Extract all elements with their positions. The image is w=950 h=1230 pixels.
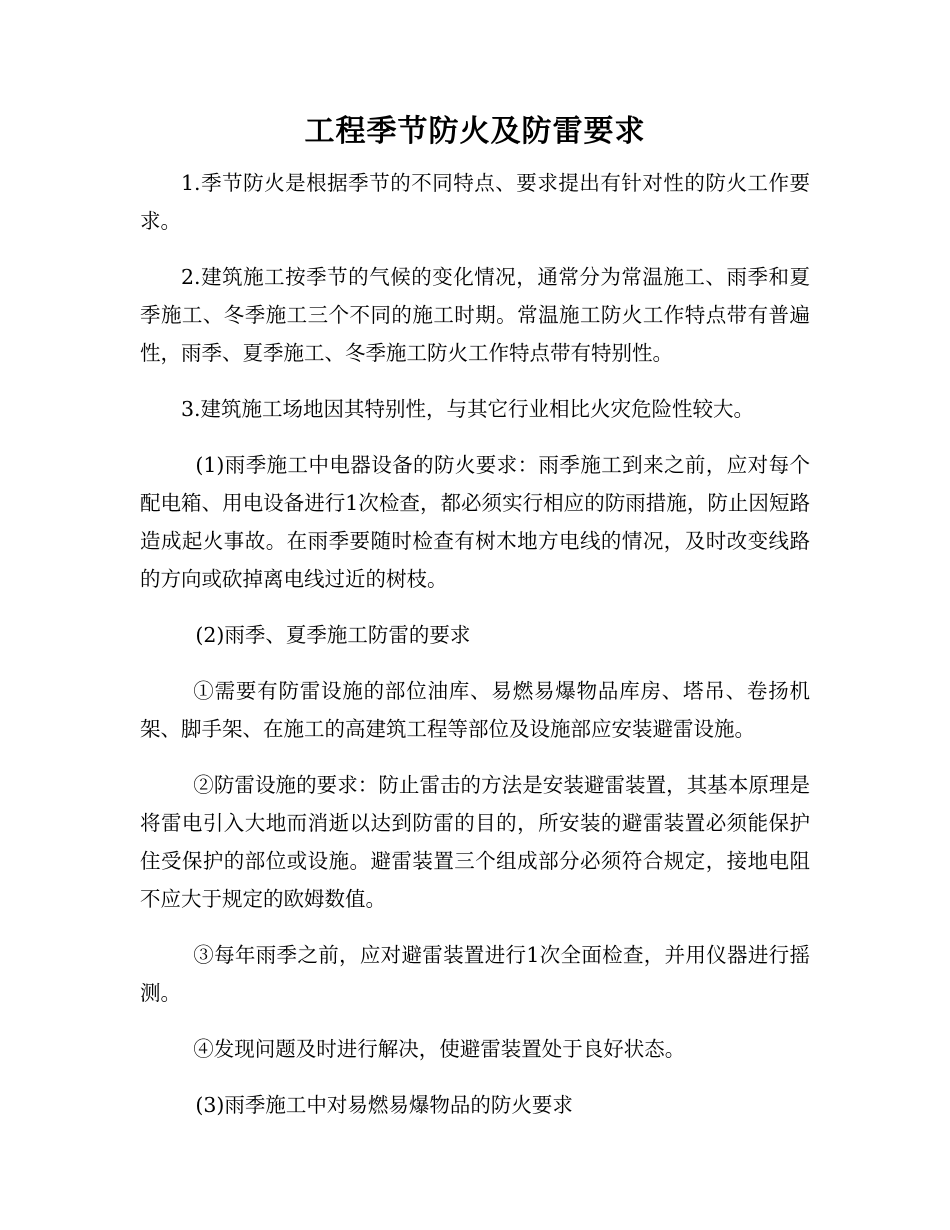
paragraph-10: (3)雨季施工中对易燃易爆物品的防火要求: [195, 1093, 573, 1117]
paragraph-6: ①需要有防雷设施的部位油库、易燃易爆物品库房、塔吊、卷扬机架、脚手架、在施工的高建筑工程等部位及设施部应安装避雷设施。: [140, 679, 810, 741]
paragraph-4: (1)雨季施工中电器设备的防火要求：雨季施工到来之前，应对每个配电箱、用电设备进行1次检查，都必须实行相应的防雨措施，防止因短路造成起火事故。在雨季要随时检查有树木地方电线的情况，及时改变线路的方向或砍掉离电线过近的树枝。: [140, 453, 810, 591]
paragraph-2: 2.建筑施工按季节的气候的变化情况，通常分为常温施工、雨季和夏季施工、冬季施工三个不同的施工时期。常温施工防火工作特点带有普遍性，雨季、夏季施工、冬季施工防火工作特点带有特别性。: [140, 265, 810, 365]
paragraph-9: ④发现问题及时进行解决，使避雷装置处于良好状态。: [193, 1037, 686, 1061]
document-body: [140, 164, 810, 1142]
paragraph-7: ②防雷设施的要求：防止雷击的方法是安装避雷装置，其基本原理是将雷电引入大地而消逝以达到防雷的目的，所安装的避雷装置必须能保护住受保护的部位或设施。避雷装置三个组成部分必须符合规定，接地电阻不应大于规定的欧姆数值。: [140, 773, 810, 911]
paragraph-3: 3.建筑施工场地因其特别性，与其它行业相比火灾危险性较大。: [181, 397, 755, 421]
paragraph-1: 1.季节防火是根据季节的不同特点、要求提出有针对性的防火工作要求。: [140, 171, 810, 233]
document-title: 工程季节防火及防雷要求: [304, 114, 646, 149]
paragraph-8: ③每年雨季之前，应对避雷装置进行1次全面检查，并用仪器进行摇测。: [140, 943, 810, 1005]
paragraph-5: (2)雨季、夏季施工防雷的要求: [195, 623, 471, 647]
